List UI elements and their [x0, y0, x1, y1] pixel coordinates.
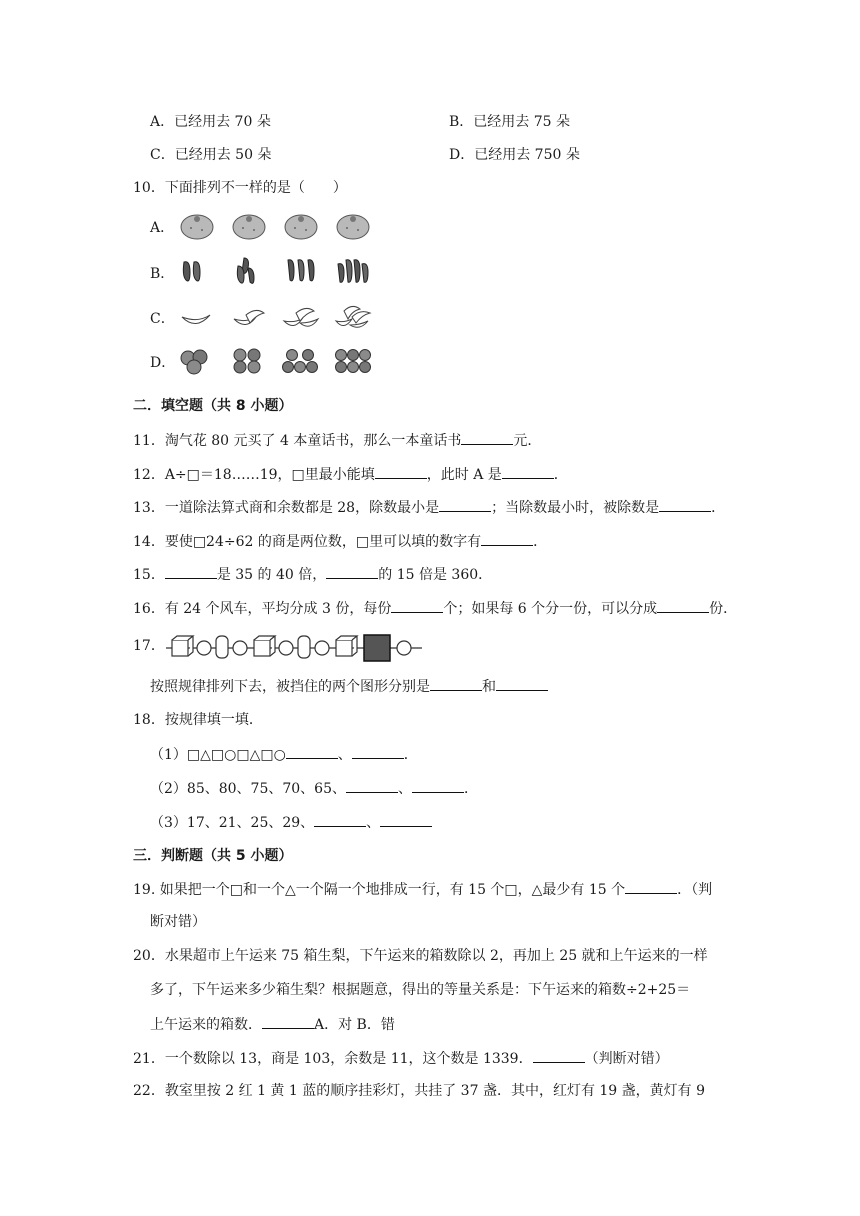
answer-blank[interactable]	[657, 598, 709, 613]
question-17-text: 按照规律排列下去，被挡住的两个图形分别是 和	[150, 676, 548, 697]
option-b: B．已经用去 75 朵	[449, 114, 571, 130]
orange-icon	[178, 211, 216, 241]
q10-row-c	[178, 303, 372, 333]
answer-blank[interactable]	[391, 598, 443, 613]
berry-cluster-icon	[334, 346, 372, 376]
answer-blank[interactable]	[496, 676, 548, 691]
q10-label-a: A．	[150, 220, 175, 236]
option-a: A．已经用去 70 朵	[150, 114, 271, 130]
answer-blank[interactable]	[533, 1048, 585, 1063]
orange-icon	[230, 211, 268, 241]
banana-peel-icon	[334, 303, 372, 333]
answer-blank[interactable]	[352, 744, 404, 759]
answer-blank[interactable]	[380, 812, 432, 827]
pepper-icon	[334, 256, 372, 286]
option-c: C．已经用去 50 朵	[150, 147, 272, 163]
question-18-part-1: （1）□△□○□△□○ 、 ．	[150, 744, 418, 765]
banana-peel-icon	[282, 303, 320, 333]
answer-blank[interactable]	[625, 879, 677, 894]
answer-blank[interactable]	[165, 564, 217, 579]
banana-peel-icon	[178, 303, 216, 333]
q10-row-a	[178, 211, 372, 241]
section-2-title: 二．填空题（共 8 小题）	[133, 398, 293, 414]
pepper-icon	[230, 256, 268, 286]
berry-cluster-icon	[178, 346, 216, 376]
answer-blank[interactable]	[502, 464, 554, 479]
question-19: 19. 如果把一个□和一个△一个隔一个地排成一行，有 15 个□，△最少有 15 个 ．（判	[133, 879, 712, 900]
question-18-part-2: （2）85、80、75、70、65、 、 ．	[150, 778, 478, 799]
question-16: 16．有 24 个风车，平均分成 3 份，每份 个；如果每 6 个分一份，可以分成 份．	[133, 598, 737, 619]
answer-blank[interactable]	[262, 1014, 314, 1029]
question-18: 18．按规律填一填．	[133, 712, 263, 728]
question-18-part-3: （3）17、21、25、29、 、	[150, 812, 432, 833]
banana-peel-icon	[230, 303, 268, 333]
question-19-cont: 断对错）	[150, 914, 206, 930]
answer-blank[interactable]	[314, 812, 366, 827]
orange-icon	[282, 211, 320, 241]
berry-cluster-icon	[230, 346, 268, 376]
q10-row-b	[178, 256, 372, 286]
question-22: 22．教室里按 2 红 1 黄 1 蓝的顺序挂彩灯，共挂了 37 盏．其中，红灯有 19 盏，黄灯有 9	[133, 1083, 706, 1099]
section-3-title: 三．判断题（共 5 小题）	[133, 848, 293, 864]
question-20-line-2: 多了，下午运来多少箱生梨？根据题意，得出的等量关系是：下午运来的箱数÷2+25＝	[150, 982, 691, 998]
answer-blank[interactable]	[346, 778, 398, 793]
orange-icon	[334, 211, 372, 241]
answer-blank[interactable]	[461, 430, 513, 445]
answer-blank[interactable]	[326, 564, 378, 579]
question-20-line-3: 上午运来的箱数． A．对 B．错	[150, 1014, 395, 1035]
question-20: 20．水果超市上午运来 75 箱生梨，下午运来的箱数除以 2，再加上 25 就和上午运来的一样	[133, 948, 708, 964]
answer-blank[interactable]	[481, 531, 533, 546]
question-11: 11．淘气花 80 元买了 4 本童话书，那么一本童话书 元．	[133, 430, 541, 451]
q10-label-d: D．	[150, 355, 176, 371]
question-13: 13．一道除法算式商和余数都是 28，除数最小是 ；当除数最小时，被除数是 ．	[133, 497, 725, 518]
answer-blank[interactable]	[412, 778, 464, 793]
question-14: 14．要使□24÷62 的商是两位数，□里可以填的数字有 ．	[133, 531, 547, 552]
pepper-icon	[178, 256, 216, 286]
q10-row-d	[178, 346, 372, 376]
option-d: D．已经用去 750 朵	[449, 147, 580, 163]
answer-blank[interactable]	[439, 497, 491, 512]
question-17-number: 17．	[133, 638, 165, 654]
answer-blank[interactable]	[430, 676, 482, 691]
answer-blank[interactable]	[659, 497, 711, 512]
pepper-icon	[282, 256, 320, 286]
berry-cluster-icon	[282, 346, 320, 376]
q10-label-b: B．	[150, 266, 175, 282]
answer-blank[interactable]	[375, 464, 427, 479]
answer-blank[interactable]	[286, 744, 338, 759]
question-10: 10．下面排列不一样的是（ ）	[133, 180, 347, 196]
shape-pattern-figure	[164, 630, 424, 664]
q10-label-c: C．	[150, 311, 175, 327]
question-15: 15． 是 35 的 40 倍， 的 15 倍是 360．	[133, 564, 492, 585]
question-21: 21．一个数除以 13，商是 103，余数是 11，这个数是 1339． （判断对错）	[133, 1048, 669, 1069]
question-12: 12．A÷□＝18……19，□里最小能填 ，此时 A 是 ．	[133, 464, 568, 485]
